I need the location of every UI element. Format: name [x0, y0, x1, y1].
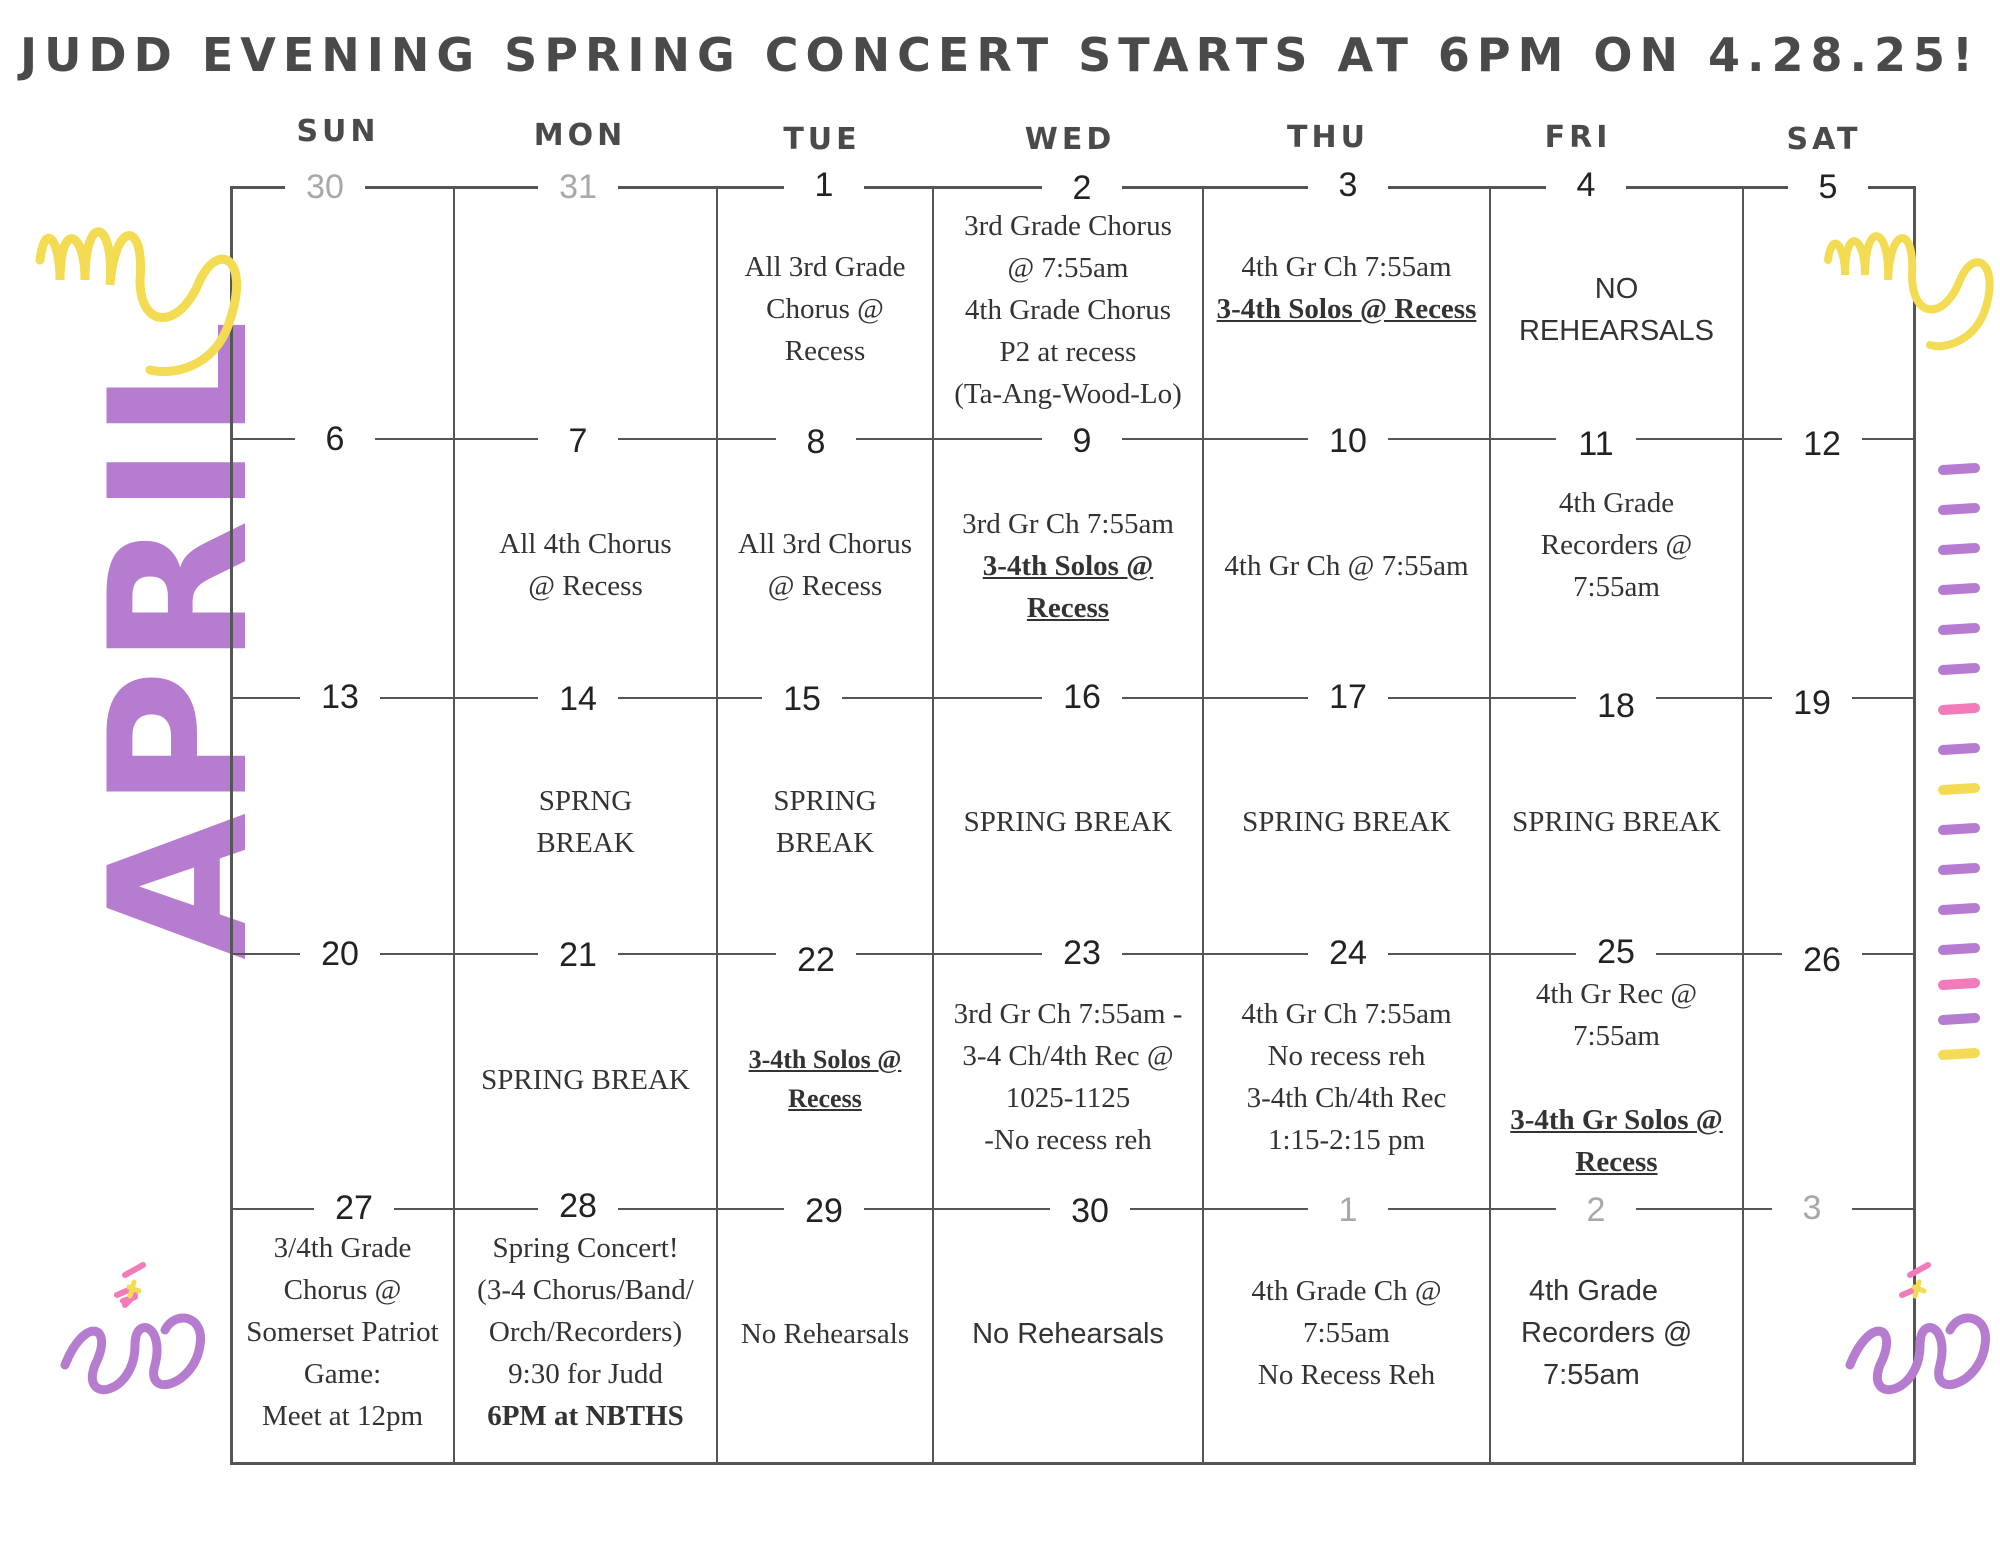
- yellow-squiggle-icon: [30, 200, 260, 400]
- day-number: 16: [1042, 677, 1122, 717]
- day-number: 6: [295, 419, 375, 459]
- event-apr2: 3rd Grade Chorus @ 7:55am 4th Grade Chorus P2 at recess (Ta-Ang-Wood-Lo): [954, 210, 1182, 410]
- event-apr8: All 3rd Chorus @ Recess: [738, 528, 912, 602]
- day-number: 10: [1308, 421, 1388, 461]
- event-apr21: SPRING BREAK: [481, 1064, 690, 1096]
- event-apr22: 3-4th Solos @ Recess: [748, 1045, 902, 1113]
- grid-divider: [1742, 186, 1744, 1465]
- dow-tue: TUE: [783, 122, 861, 157]
- day-number: 4: [1546, 165, 1626, 205]
- day-number: 21: [538, 935, 618, 975]
- dow-sun: SUN: [296, 114, 380, 149]
- event-may2: 4th Grade Recorders @ 7:55am: [1521, 1275, 1693, 1391]
- day-number: 30: [1050, 1191, 1130, 1231]
- dow-wed: WED: [1024, 122, 1116, 157]
- event-may1: 4th Grade Ch @ 7:55am No Recess Reh: [1251, 1275, 1442, 1391]
- purple-spiral-icon: [1840, 1255, 2000, 1415]
- day-number: 28: [538, 1186, 618, 1226]
- dow-mon: MON: [533, 118, 627, 153]
- day-number: 29: [784, 1191, 864, 1231]
- day-number: 1: [1308, 1190, 1388, 1230]
- day-number: 25: [1576, 932, 1656, 972]
- event-apr15: SPRING BREAK: [773, 785, 877, 859]
- event-apr16: SPRING BREAK: [963, 806, 1173, 838]
- day-number: 20: [300, 934, 380, 974]
- event-apr30: No Rehearsals: [972, 1318, 1164, 1350]
- day-number: 3: [1308, 165, 1388, 205]
- event-apr14: SPRNG BREAK: [536, 785, 635, 859]
- day-number: 8: [776, 422, 856, 462]
- day-number: 23: [1042, 933, 1122, 973]
- dow-sat: SAT: [1786, 122, 1862, 157]
- day-number: 2: [1556, 1190, 1636, 1230]
- yellow-squiggle-icon: [1820, 210, 2000, 360]
- page-title: JUDD EVENING SPRING CONCERT STARTS AT 6PM ON 4.28.25!: [19, 28, 1981, 82]
- day-number: 27: [314, 1188, 394, 1228]
- event-apr28: Spring Concert! (3-4 Chorus/Band/ Orch/Recorders) 9:30 for Judd 6PM at NBTHS: [477, 1232, 694, 1432]
- event-apr24: 4th Gr Ch 7:55am No recess reh 3-4th Ch/4th Rec 1:15-2:15 pm: [1241, 998, 1452, 1156]
- day-number: 18: [1576, 686, 1656, 726]
- day-number: 26: [1782, 940, 1862, 980]
- event-apr25: 4th Gr Rec @ 7:55am 3-4th Gr Solos @ Recess: [1510, 978, 1723, 1178]
- event-apr3: 4th Gr Ch 7:55am 3-4th Solos @ Recess: [1216, 251, 1477, 325]
- dow-fri: FRI: [1544, 120, 1612, 155]
- day-number: 31: [538, 167, 618, 207]
- event-apr10: 4th Gr Ch @ 7:55am: [1224, 550, 1469, 582]
- day-number: 22: [776, 940, 856, 980]
- event-apr9: 3rd Gr Ch 7:55am 3-4th Solos @ Recess: [962, 508, 1174, 624]
- event-apr23: 3rd Gr Ch 7:55am - 3-4 Ch/4th Rec @ 1025-1125 -No recess reh: [953, 998, 1183, 1156]
- event-apr29: No Rehearsals: [740, 1318, 910, 1350]
- event-apr17: SPRING BREAK: [1242, 806, 1451, 838]
- day-number: 17: [1308, 677, 1388, 717]
- event-apr18: SPRING BREAK: [1512, 806, 1721, 838]
- day-number: 30: [285, 167, 365, 207]
- dash-stack-icon: [1935, 460, 1985, 1080]
- month-label: APRIL: [69, 315, 290, 960]
- day-number: 9: [1042, 421, 1122, 461]
- day-number: 5: [1788, 167, 1868, 207]
- day-number: 2: [1042, 168, 1122, 208]
- day-number: 19: [1772, 683, 1852, 723]
- event-apr1: All 3rd Grade Chorus @ Recess: [744, 251, 906, 367]
- day-number: 1: [784, 165, 864, 205]
- day-number: 13: [300, 677, 380, 717]
- event-apr7: All 4th Chorus @ Recess: [499, 528, 672, 602]
- day-number: 24: [1308, 933, 1388, 973]
- event-apr4: NO REHEARSALS: [1518, 273, 1714, 347]
- purple-spiral-icon: [55, 1255, 215, 1415]
- day-number: 11: [1556, 424, 1636, 464]
- day-number: 3: [1772, 1188, 1852, 1228]
- day-number: 7: [538, 421, 618, 461]
- day-number: 15: [762, 679, 842, 719]
- dow-thu: THU: [1287, 120, 1369, 155]
- day-number: 12: [1782, 424, 1862, 464]
- event-apr27: 3/4th Grade Chorus @ Somerset Patriot Game: Meet at 12pm: [246, 1232, 439, 1432]
- day-number: 14: [538, 679, 618, 719]
- event-apr11: 4th Grade Recorders @ 7:55am: [1540, 487, 1693, 603]
